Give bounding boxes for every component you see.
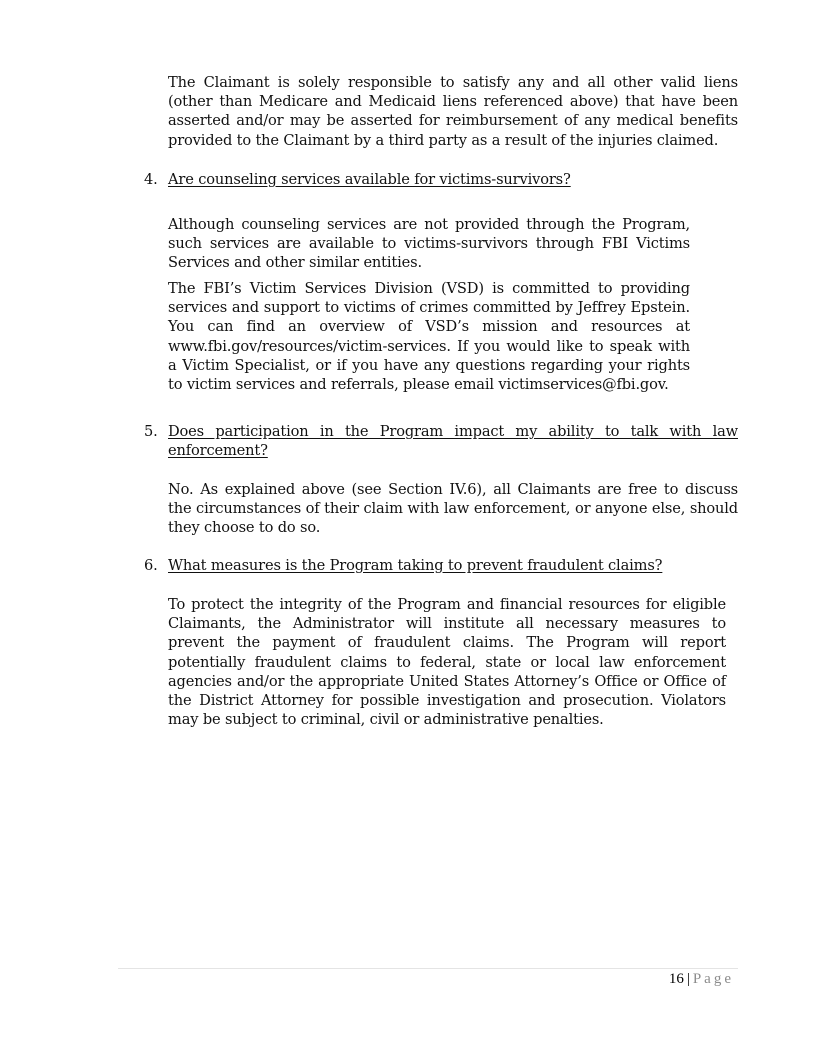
text-line: agencies and/or the appropriate United States Attorney’s Office or Office of <box>168 672 726 690</box>
text-line: To protect the integrity of the Program and financial resources for eligible <box>168 596 726 613</box>
text-line: may be subject to criminal, civil or administrative penalties. <box>168 711 604 729</box>
q4-answer-paragraph-1 <box>168 215 690 273</box>
text-line: they choose to do so. <box>168 519 321 537</box>
question-number: 4. <box>144 171 158 188</box>
text-line: The FBI’s Victim Services Division (VSD) is committed to providing <box>168 280 690 297</box>
text-line: Claimants, the Administrator will institute all necessary measures to <box>168 615 726 633</box>
footer-divider <box>118 968 738 969</box>
text-line: such services are available to victims-survivors through FBI Victims <box>168 235 690 253</box>
text-line: the circumstances of their claim with law enforcement, or anyone else, should <box>168 500 738 518</box>
text-line: to victim services and referrals, please email victimservices@fbi.gov. <box>168 376 669 394</box>
text-line: asserted and/or may be asserted for reimbursement of any medical benefits <box>168 112 738 130</box>
text-line: services and support to victims of crimes committed by Jeffrey Epstein. <box>168 299 690 317</box>
text-line: (other than Medicare and Medicaid liens referenced above) that have been <box>168 93 738 111</box>
text-line: www.fbi.gov/resources/victim-services. If you would like to speak with <box>168 337 690 355</box>
text-line: provided to the Claimant by a third party as a result of the injuries claimed. <box>168 131 719 149</box>
text-line: a Victim Specialist, or if you have any questions regarding your rights <box>168 356 690 374</box>
text-line: The Claimant is solely responsible to satisfy any and all other valid liens <box>168 74 738 91</box>
question-heading <box>168 422 738 460</box>
intro-paragraph <box>168 73 738 150</box>
page-label: Page <box>692 971 734 987</box>
footer-separator: | <box>686 971 690 987</box>
text-line: You can find an overview of VSD’s mission and resources at <box>168 318 690 336</box>
q4-answer-paragraph-2 <box>168 279 690 394</box>
text-line: Services and other similar entities. <box>168 254 422 272</box>
text-line: potentially fraudulent claims to federal, state or local law enforcement <box>168 653 726 671</box>
text-line: No. As explained above (see Section IV.6), all Claimants are free to discuss <box>168 481 738 498</box>
q5-answer-paragraph <box>168 480 738 538</box>
question-line: Does participation in the Program impact my ability to talk with law <box>168 423 738 440</box>
text-line: Although counseling services are not provided through the Program, <box>168 216 690 233</box>
page-number: 16 <box>668 971 684 987</box>
question-number: 6. <box>144 557 158 574</box>
question-number: 5. <box>144 423 158 440</box>
question-heading: What measures is the Program taking to prevent fraudulent claims? <box>168 557 663 574</box>
text-line: prevent the payment of fraudulent claims. The Program will report <box>168 634 726 652</box>
question-heading: Are counseling services available for victims-survivors? <box>168 171 571 188</box>
question-line: enforcement? <box>168 442 268 460</box>
q6-answer-paragraph <box>168 595 726 729</box>
page-footer <box>669 971 734 988</box>
text-line: the District Attorney for possible investigation and prosecution. Violators <box>168 692 726 710</box>
